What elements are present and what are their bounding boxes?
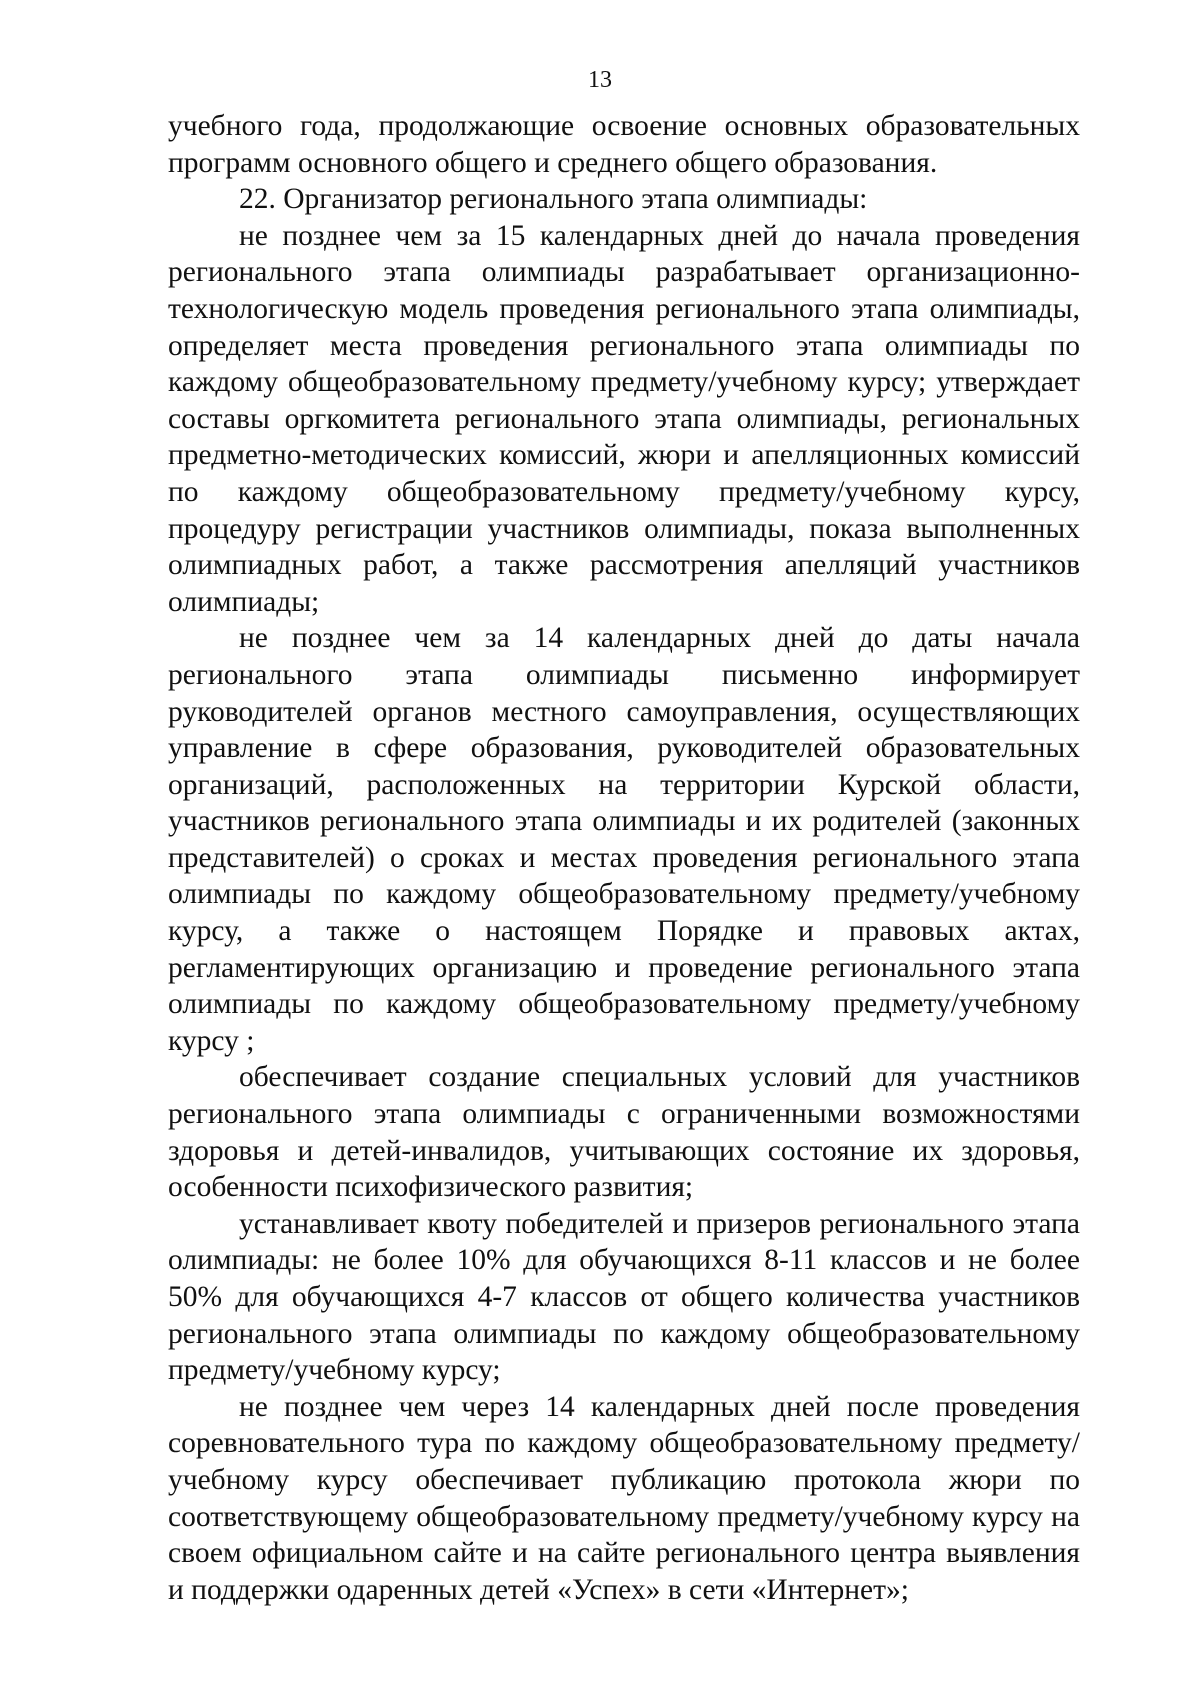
paragraph-section-22-heading: 22. Организатор регионального этапа олимпиады: [239, 183, 868, 216]
paragraph-continuation: учебного года, продолжающие освоение основных образовательных программ основного общего и среднего общего образования. [168, 110, 1080, 179]
paragraph-written-notification: не позднее чем за 14 календарных дней до даты начала регионального этапа олимпиады письменно информирует руководителей органов местного самоуправления, осуществляющих управление в сфере образования, руководителей образовательных организаций, расположенных на территории Курской области, участников регионального этапа олимпиады и их родителей (законных представителей) о сроках и местах проведения регионального этапа олимпиады по каждому общеобразовательному предмету/учебному курсу, а также о настоящем Порядке и правовых актах, регламентирующих организацию и проведение регионального этапа олимпиады по каждому общеобразовательному предмету/учебному курсу ; [168, 622, 1080, 1057]
document-body [168, 108, 1080, 1608]
paragraph-organizational-model: не позднее чем за 15 календарных дней до начала проведения регионального этапа олимпиады разрабатывает организационно-технологическую модель проведения регионального этапа олимпиады, определяет места проведения регионального этапа олимпиады по каждому общеобразовательному предмету/учебному курсу; утверждает составы оргкомитета регионального этапа олимпиады, региональных предметно-методических комиссий, жюри и апелляционных комиссий по каждому общеобразовательному предмету/учебному курсу, процедуру регистрации участников олимпиады, показа выполненных олимпиадных работ, а также рассмотрения апелляций участников олимпиады; [168, 219, 1080, 618]
paragraph-special-conditions: обеспечивает создание специальных условий для участников регионального этапа олимпиады с ограниченными возможностями здоровья и детей-инвалидов, учитывающих состояние их здоровья, особенности психофизического развития; [168, 1061, 1080, 1204]
paragraph-protocol-publication: не позднее чем через 14 календарных дней после проведения соревновательного тура по каждому общеобразовательному предмету/учебному курсу обеспечивает публикацию протокола жюри по соответствующему общеобразовательному предмету/учебному курсу на своем официальном сайте и на сайте регионального центра выявления и поддержки одаренных детей «Успех» в сети «Интернет»; [168, 1390, 1080, 1606]
page-number: 13 [588, 67, 612, 93]
paragraph-winners-quota: устанавливает квоту победителей и призеров регионального этапа олимпиады: не более 10% для обучающихся 8-11 классов и не более 50% для обучающихся 4-7 классов от общего количества участников регионального этапа олимпиады по каждому общеобразовательному предмету/учебному курсу; [168, 1207, 1080, 1387]
